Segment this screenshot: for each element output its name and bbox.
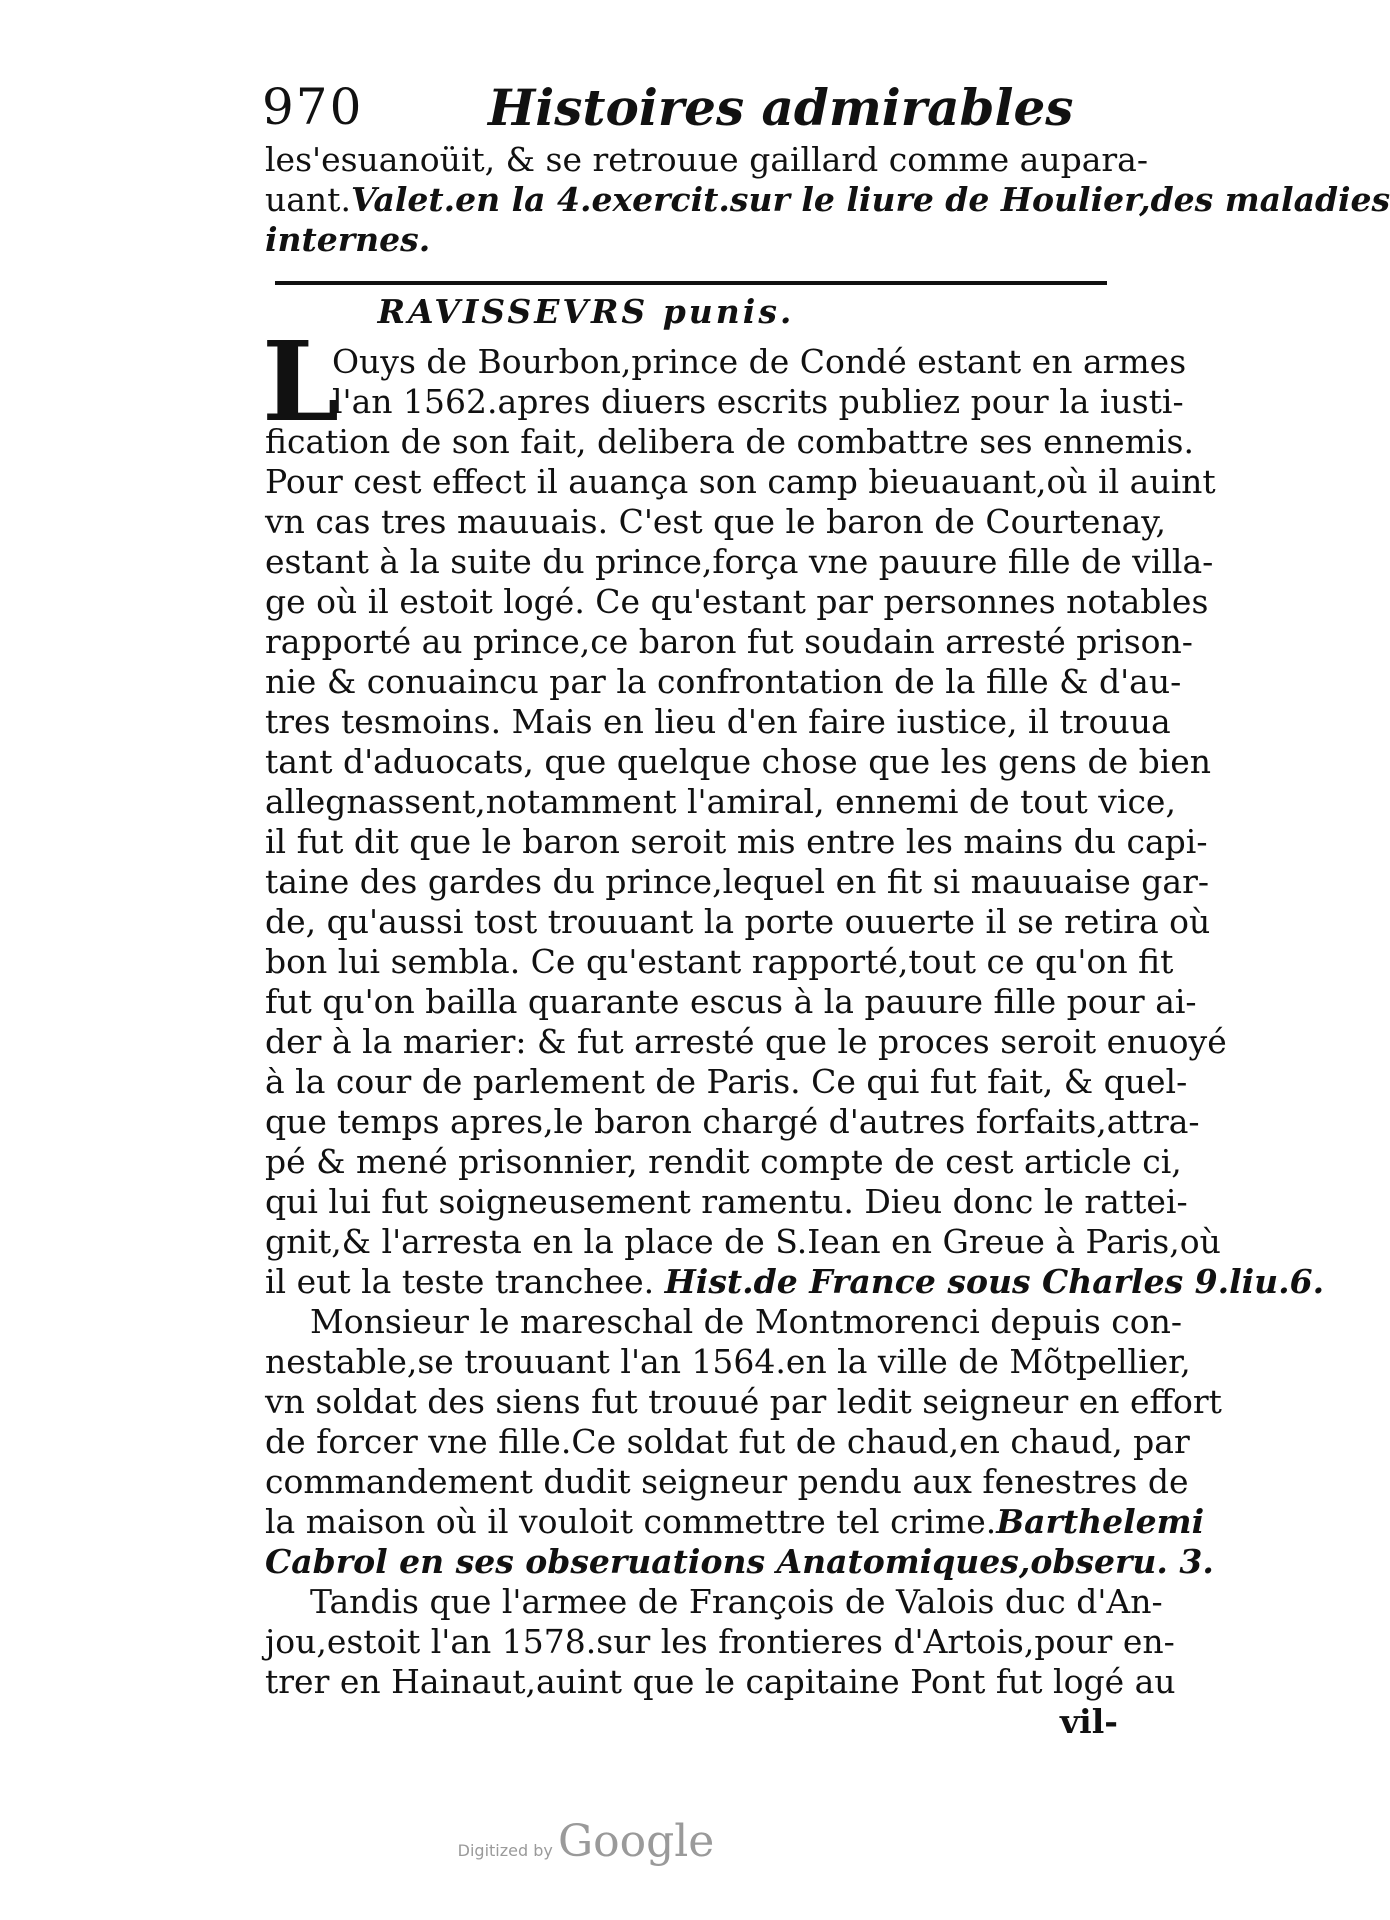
continuation-text: uant. bbox=[265, 180, 351, 219]
text-line: pé & mené prisonnier, rendit compte de cest article ci, bbox=[265, 1142, 1182, 1181]
text-line: Pour cest effect il auança son camp bieuauant,où il auint bbox=[265, 462, 1216, 501]
section-title: RAVISSEVRS punis. bbox=[377, 292, 795, 331]
watermark-small-text: Digitized by bbox=[457, 1841, 553, 1860]
text-fragment: il eut la teste tranchee. bbox=[265, 1262, 655, 1301]
text-line-with-citation bbox=[265, 1262, 1325, 1302]
text-line: estant à la suite du prince,força vne pauure fille de villa- bbox=[265, 542, 1214, 581]
text-line: taine des gardes du prince,lequel en fit si mauuaise gar- bbox=[265, 862, 1209, 901]
text-line: nie & conuaincu par la confrontation de la fille & d'au- bbox=[265, 662, 1182, 701]
text-line: vn cas tres mauuais. C'est que le baron de Courtenay, bbox=[265, 502, 1167, 541]
text-line: l'an 1562.apres diuers escrits publiez pour la iusti- bbox=[332, 382, 1184, 421]
text-line: rapporté au prince,ce baron fut soudain arresté prison- bbox=[265, 622, 1193, 661]
text-line: trer en Hainaut,auint que le capitaine Pont fut logé au bbox=[265, 1662, 1176, 1701]
text-line-with-citation bbox=[265, 1502, 1205, 1542]
citation-continued: Cabrol en ses obseruations Anatomiques,obseru. 3. bbox=[265, 1542, 1214, 1581]
text-line: jou,estoit l'an 1578.sur les frontieres d'Artois,pour en- bbox=[265, 1622, 1175, 1661]
text-line: commandement dudit seigneur pendu aux fenestres de bbox=[265, 1462, 1189, 1501]
text-line: allegnassent,notamment l'amiral, ennemi de tout vice, bbox=[265, 782, 1176, 821]
text-line: tres tesmoins. Mais en lieu d'en faire iustice, il trouua bbox=[265, 702, 1171, 741]
citation-continued: internes. bbox=[265, 220, 431, 259]
text-line: nestable,se trouuant l'an 1564.en la ville de Mõtpellier, bbox=[265, 1342, 1191, 1381]
running-title: Histoires admirables bbox=[488, 78, 1074, 137]
drop-cap: L bbox=[262, 317, 340, 446]
text-line: que temps apres,le baron chargé d'autres forfaits,attra- bbox=[265, 1102, 1200, 1141]
citation: Hist.de France sous Charles 9.liu.6. bbox=[664, 1262, 1325, 1301]
text-fragment: la maison où il vouloit commettre tel crime. bbox=[265, 1502, 997, 1541]
text-line: qui lui fut soigneusement ramentu. Dieu donc le rattei- bbox=[265, 1182, 1188, 1221]
citation: Barthelemi bbox=[996, 1502, 1205, 1541]
text-line: fication de son fait, delibera de combattre ses ennemis. bbox=[265, 422, 1194, 461]
text-line: Tandis que l'armee de François de Valois duc d'An- bbox=[310, 1582, 1163, 1621]
citation: Valet.en la 4.exercit.sur le liure de Houlier,des maladies bbox=[350, 180, 1390, 219]
text-line: Ouys de Bourbon,prince de Condé estant en armes bbox=[332, 342, 1187, 381]
text-line: fut qu'on bailla quarante escus à la pauure fille pour ai- bbox=[265, 982, 1197, 1021]
text-line: il fut dit que le baron seroit mis entre les mains du capi- bbox=[265, 822, 1208, 861]
text-line: Monsieur le mareschal de Montmorenci depuis con- bbox=[310, 1302, 1183, 1341]
text-line: bon lui sembla. Ce qu'estant rapporté,tout ce qu'on fit bbox=[265, 942, 1174, 981]
continuation-line-2 bbox=[265, 180, 1390, 220]
watermark-logo-text: Google bbox=[557, 1816, 715, 1867]
text-line: de, qu'aussi tost trouuant la porte ouuerte il se retira où bbox=[265, 902, 1211, 941]
text-line: tant d'aduocats, que quelque chose que les gens de bien bbox=[265, 742, 1212, 781]
text-line: à la cour de parlement de Paris. Ce qui fut fait, & quel- bbox=[265, 1062, 1188, 1101]
catchword: vil- bbox=[1060, 1702, 1118, 1741]
text-line: vn soldat des siens fut trouué par ledit seigneur en effort bbox=[265, 1382, 1222, 1421]
digitized-by-watermark bbox=[0, 1816, 1172, 1867]
page-number: 970 bbox=[262, 78, 364, 136]
continuation-line-1: les'esuanoüit, & se retrouue gaillard comme aupara- bbox=[265, 140, 1149, 179]
text-line: de forcer vne fille.Ce soldat fut de chaud,en chaud, par bbox=[265, 1422, 1190, 1461]
text-line: gnit,& l'arresta en la place de S.Iean en Greue à Paris,où bbox=[265, 1222, 1221, 1261]
text-line: der à la marier: & fut arresté que le proces seroit enuoyé bbox=[265, 1022, 1227, 1061]
section-divider bbox=[275, 281, 1107, 285]
text-line: ge où il estoit logé. Ce qu'estant par personnes notables bbox=[265, 582, 1209, 621]
